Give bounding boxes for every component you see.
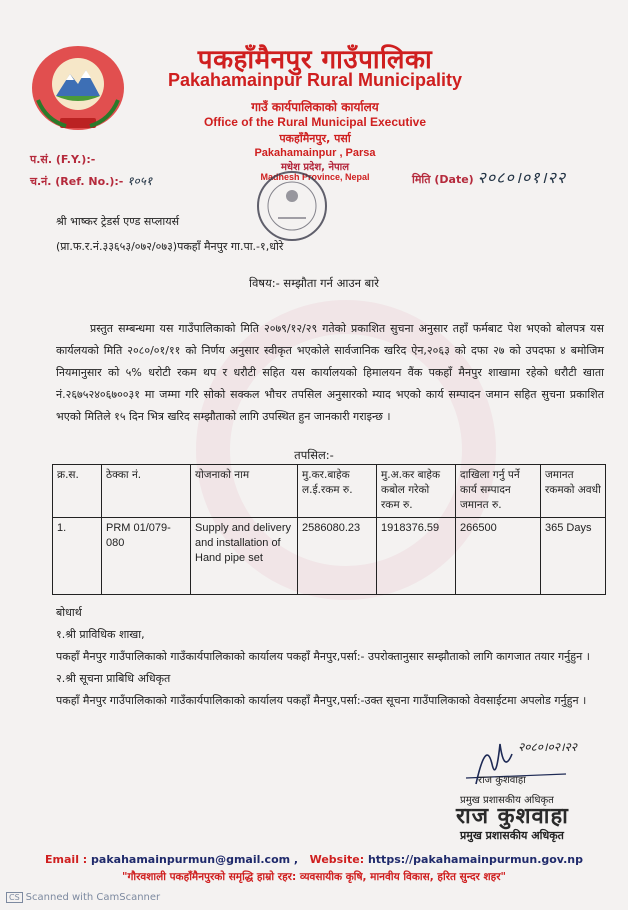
municipality-name-np: पकहाँमैनपुर गाउँपालिका: [197, 45, 433, 75]
signatory-title-stamp: प्रमुख प्रशासकीय अधिकृत: [460, 829, 564, 842]
camscanner-text: Scanned with CamScanner: [25, 892, 161, 903]
col-estimate: मु.कर.बाहेक ल.ई.रकम रु.: [298, 465, 377, 518]
date-label: मिति (Date): [412, 173, 474, 186]
date-value: २०८०।०१।२२: [477, 168, 567, 187]
footer-contact: [0, 853, 628, 866]
signatory-name-stamp: राज कुशवाहा: [456, 804, 569, 829]
cc-item1-title: १.श्री प्राविधिक शाखा,: [56, 628, 145, 641]
cell-project-name: Supply and delivery and installation of Hand pipe set: [191, 518, 298, 595]
municipality-name-en: Pakahamainpur Rural Municipality: [167, 70, 463, 90]
col-bid-amount: मु.अ.कर बाहेक कबोल गरेको रकम रु.: [377, 465, 456, 518]
letter-subject: विषय:- सम्झौता गर्न आउन बारे: [249, 276, 379, 290]
office-stamp: [252, 166, 332, 246]
cc-item2-title: २.श्री सूचना प्राबिधि अधिकृत: [56, 672, 171, 685]
email-link[interactable]: pakahamainpurmun@gmail.com ,: [91, 853, 299, 866]
cc-item1-body: पकहाँ मैनपुर गाउँपालिकाको गाउँकार्यपालिकाको कार्यालय पकहाँ मैनपुर,पर्सा:- उपरोक्तानुसार सम्झौताको लागि कागजात तयार गर्नुहुन ।: [56, 650, 590, 663]
signature-date: २०८०।०२।२२: [518, 740, 578, 754]
website-link[interactable]: https://pakahamainpurmun.gov.np: [367, 853, 583, 866]
nepal-emblem-logo: [26, 40, 130, 136]
reference-number-line: [30, 172, 152, 189]
cell-bid-amount: 1918376.59: [377, 518, 456, 595]
office-name-np: गाउँ कार्यपालिकाको कार्यालय: [251, 100, 379, 114]
cell-guarantee: 266500: [456, 518, 541, 595]
reference-number-value: १०५१: [127, 174, 153, 188]
cell-duration: 365 Days: [541, 518, 606, 595]
details-table: [52, 464, 606, 595]
cc-item2-body: पकहाँ मैनपुर गाउँपालिकाको गाउँकार्यपालिकाको कार्यालय पकहाँ मैनपुर,पर्सा:-उक्त सूचना गाउँपालिकाको वेवसाईटमा अपलोड गर्नुहुन ।: [56, 694, 587, 707]
col-duration: जमानत रकमको अवधी: [541, 465, 606, 518]
addressee-address: (प्रा.फ.र.नं.३३६५३/०७२/०७३)पकहाँ मैनपुर गा.पा.-१,धोरे: [56, 240, 284, 253]
col-contract-no: ठेक्का नं.: [102, 465, 191, 518]
table-row: [53, 518, 606, 595]
province-np: मधेश प्रदेश, नेपाल: [280, 162, 350, 173]
reference-number-label: च.नं. (Ref. No.):-: [30, 175, 124, 188]
table-header-row: [53, 465, 606, 518]
office-name-en: Office of the Rural Municipal Executive: [203, 115, 427, 129]
col-guarantee: दाखिला गर्नु पर्ने कार्य सम्पादन जमानत रु.: [456, 465, 541, 518]
cell-estimate: 2586080.23: [298, 518, 377, 595]
email-label: Email :: [45, 853, 88, 866]
website-label: Website:: [309, 853, 365, 866]
col-serial: क्र.स.: [53, 465, 102, 518]
camscanner-icon: CS: [6, 892, 23, 903]
fiscal-year-label: प.सं. (F.Y.):-: [30, 153, 96, 166]
cell-serial: 1.: [53, 518, 102, 595]
camscanner-watermark: [6, 892, 160, 903]
signatory-title-small: प्रमुख प्रशासकीय अधिकृत: [460, 795, 554, 806]
cc-heading: बोधार्थ: [56, 606, 82, 619]
footer-slogan: "गौरवशाली पकहाँमैनपुरको समृद्धि हाम्रो रहर: व्यवसायीक कृषि, मानवीय विकास, हरित सुन्दर शहर": [122, 871, 506, 883]
place-np: पकहाँमैनपुर, पर्सा: [279, 132, 351, 145]
signatory-name-small: राज कुशवाहा: [478, 775, 526, 786]
letter-body: प्रस्तुत सम्बन्धमा यस गाउँपालिकाको मिति २०७९/१२/२९ गतेको प्रकाशित सुचना अनुसार तहाँ फर्मबाट पेश भएको बोलपत्र यस कार्यलयको मिति २०८०/०१/११ को निर्णय अनुसार स्वीकृत भएकोले सार्वजानिक खरिद ऐन,२०६३ को दफा २७ को उपदफा ४ बमोजिम नियमानुसार को ५% धरोटी रकम थप र धरौटी सहित यस कार्यालयको हिमालयन वैंक पकहाँ मैनपुर शाखामा रहेको धरौटी खाता नं.२६७५२४०६७००३१ मा जम्मा गरि सोको सक्कल भौचर तपसिल अनुसारको म्याद भएको कार्य सम्पादन जमान सहित सुचना प्रकाशित भएको मितिले १५ दिन भित्र खरिद सम्झौताको लागि उपस्थित हुन जानकारी गराइन्छ ।: [56, 322, 604, 423]
addressee-name: श्री भाष्कर ट्रेडर्स एण्ड सप्लायर्स: [56, 215, 180, 228]
fiscal-year-line: [30, 152, 95, 167]
cell-contract-no: PRM 01/079-080: [102, 518, 191, 595]
province-en: Madhesh Province, Nepal: [260, 172, 370, 182]
table-label: तपसिल:-: [294, 448, 334, 462]
cc-notes: [56, 602, 608, 712]
col-project-name: योजनाको नाम: [191, 465, 298, 518]
place-en: Pakahamainpur , Parsa: [254, 147, 376, 159]
date-line: [412, 166, 566, 188]
